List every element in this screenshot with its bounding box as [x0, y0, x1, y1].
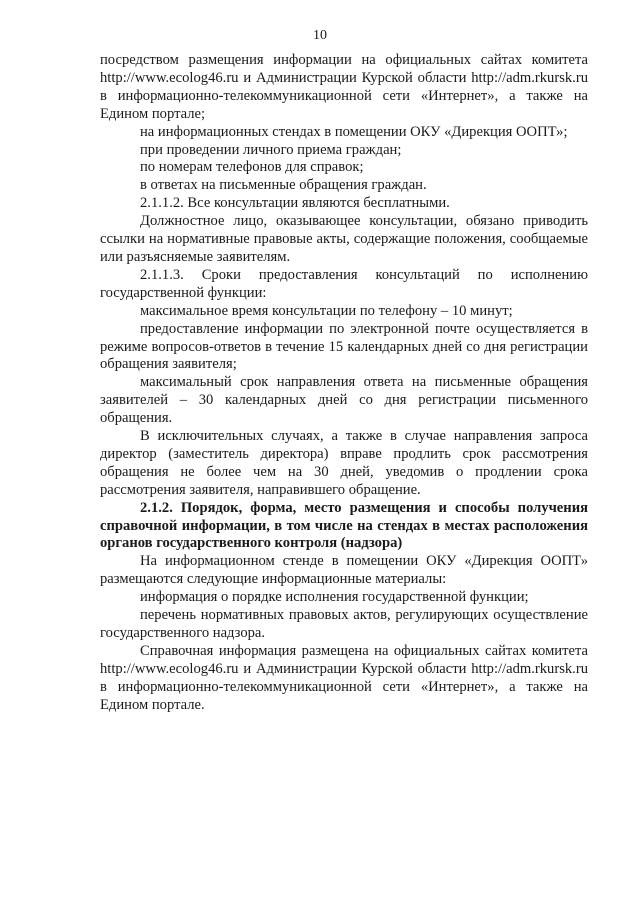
- paragraph-info-stand: На информационном стенде в помещении ОКУ «Дирекция ООПТ» размещаются следующие информационные материалы:: [100, 553, 588, 588]
- list-item-written-replies: в ответах на письменные обращения граждан.: [140, 177, 427, 194]
- page-number: 10: [313, 28, 327, 43]
- paragraph-free-consultations: 2.1.1.2. Все консультации являются бесплатными.: [140, 195, 450, 212]
- section-heading-2-1-2: 2.1.2. Порядок, форма, место размещения и способы получения справочной информации, в том числе на стендах в местах расположения органов государственного контроля (надзора): [100, 499, 588, 552]
- list-item-written-term: максимальный срок направления ответа на письменные обращения заявителей – 30 календарных дней со дня регистрации письменного обращения.: [100, 374, 588, 427]
- list-item-personal-reception: при проведении личного приема граждан;: [140, 141, 402, 158]
- list-item-procedure-info: информация о порядке исполнения государственной функции;: [140, 589, 529, 606]
- paragraph-exceptional-cases: В исключительных случаях, а также в случае направления запроса директор (заместитель директора) вправе продлить срок рассмотрения обращения не более чем на 30 дней, уведомив о продлении срока рассмотрения заявителя, направившего обращение.: [100, 428, 588, 498]
- list-item-phone-numbers: по номерам телефонов для справок;: [140, 159, 364, 176]
- list-item-legal-acts: перечень нормативных правовых актов, регулирующих осуществление государственного надзора.: [100, 607, 588, 641]
- list-item-info-stands: на информационных стендах в помещении ОКУ «Дирекция ООПТ»;: [140, 123, 568, 140]
- paragraph-reference-info: Справочная информация размещена на официальных сайтах комитета http://www.ecolog46.ru и Администрации Курской области http://adm.rkursk.ru в информационно-телекоммуникационной сети «Интернет», а также на Едином портале.: [100, 642, 588, 713]
- list-item-email-term: предоставление информации по электронной почте осуществляется в режиме вопросов-ответов в течение 15 календарных дней со дня регистрации обращения заявителя;: [100, 320, 588, 373]
- list-item-phone-time: максимальное время консультации по телефону – 10 минут;: [140, 302, 513, 319]
- document-body: [100, 52, 588, 715]
- paragraph-info-methods: посредством размещения информации на официальных сайтах комитета http://www.ecolog46.ru и Администрации Курской области http://adm.rkursk.ru в информационно-телекоммуникационной сети «Интернет», а также на Едином портале;: [100, 52, 588, 122]
- paragraph-consultation-terms: 2.1.1.3. Сроки предоставления консультаций по исполнению государственной функции:: [100, 266, 588, 301]
- paragraph-official-duty: Должностное лицо, оказывающее консультации, обязано приводить ссылки на нормативные правовые акты, содержащие положения, сообщаемые или разъясняемые заявителям.: [100, 213, 588, 265]
